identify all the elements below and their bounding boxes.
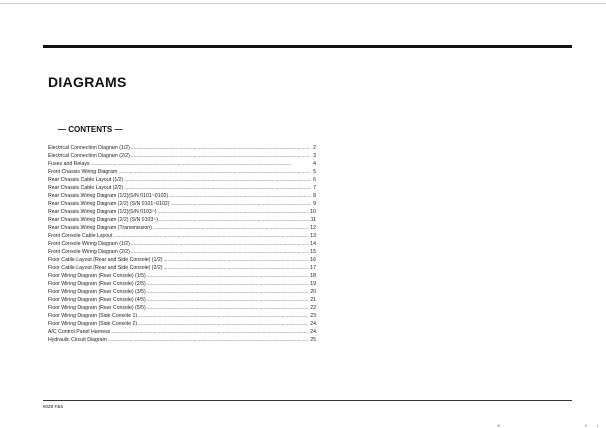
toc-leader-dots: [158, 208, 310, 216]
toc-entry[interactable]: [48, 144, 316, 152]
toc-entry-label: Front Chassis Wiring Diagram: [48, 169, 118, 175]
toc-entry-page: 16: [310, 257, 316, 263]
top-edge-line: [0, 3, 606, 4]
toc-entry-label: Rear Chassis Wiring Diagram (1/2)(S/N 0101~0102): [48, 193, 169, 199]
toc-entry-page: 24: [310, 329, 316, 335]
toc-entry[interactable]: [48, 152, 316, 160]
toc-entry-page: 23: [310, 313, 316, 319]
toc-entry-label: Fuses and Relays: [48, 161, 90, 167]
toc-entry[interactable]: [48, 336, 316, 344]
corner-mark: K: [585, 424, 588, 428]
toc-entry-label: Electrical Connection Diagram (2/2): [48, 153, 130, 159]
footer-label: 90Z9 F&S: [43, 404, 64, 409]
toc-entry-page: 13: [310, 233, 316, 239]
toc-entry-page: 11: [310, 217, 316, 223]
toc-leader-dots: [131, 240, 309, 248]
table-of-contents: [48, 144, 316, 344]
toc-entry[interactable]: [48, 264, 316, 272]
toc-entry-label: Front Console Wiring Diagram (2/2): [48, 249, 130, 255]
contents-heading: — CONTENTS —: [58, 125, 123, 134]
toc-entry-label: Rear Chassis Wiring Diagram (1/2)(S/N 0103~): [48, 209, 157, 215]
toc-leader-dots: [163, 256, 309, 264]
toc-leader-dots: [147, 304, 309, 312]
toc-entry[interactable]: [48, 208, 316, 216]
toc-entry-page: 2: [313, 145, 316, 151]
toc-entry-label: Floor Cable Layout (Rear and Side Console) (2/2): [48, 265, 163, 271]
toc-leader-dots: [131, 144, 310, 152]
toc-leader-dots: [147, 280, 309, 288]
toc-entry[interactable]: [48, 160, 316, 168]
toc-leader-dots: [147, 272, 309, 280]
toc-entry-label: Front Console Cable Layout: [48, 233, 113, 239]
toc-entry[interactable]: [48, 312, 316, 320]
toc-leader-dots: [138, 312, 309, 320]
toc-entry[interactable]: [48, 288, 316, 296]
toc-entry-label: Rear Chassis Wiring Diagram (2/2) (S/N 0103~): [48, 217, 158, 223]
toc-entry-label: A/C Control Panel Harness: [48, 329, 111, 335]
toc-entry-label: Floor Wiring Diagram (Rear Console) (4/5): [48, 297, 146, 303]
toc-entry[interactable]: [48, 272, 316, 280]
toc-entry-label: Floor Cable Layout (Rear and Side Console) (1/2): [48, 257, 163, 263]
toc-entry[interactable]: [48, 168, 316, 176]
toc-entry[interactable]: [48, 176, 316, 184]
toc-entry[interactable]: [48, 192, 316, 200]
toc-entry[interactable]: [48, 184, 316, 192]
toc-entry-label: Hydraulic Circuit Diagram: [48, 337, 107, 343]
toc-entry-label: Electrical Connection Diagram (1/2): [48, 145, 130, 151]
toc-entry[interactable]: [48, 328, 316, 336]
toc-entry-page: 19: [310, 281, 316, 287]
toc-entry-page: 25: [310, 337, 316, 343]
toc-leader-dots: [118, 168, 310, 176]
toc-entry-label: Front Console Wiring Diagram (1/2): [48, 241, 130, 247]
toc-entry-page: 8: [313, 193, 316, 199]
toc-entry-page: 7: [313, 185, 316, 191]
toc-entry[interactable]: [48, 296, 316, 304]
toc-entry-label: Floor Wiring Diagram (Side Console 2): [48, 321, 138, 327]
toc-leader-dots: [138, 320, 309, 328]
header-rule: [43, 45, 572, 48]
toc-entry[interactable]: [48, 240, 316, 248]
toc-entry[interactable]: [48, 216, 316, 224]
toc-leader-dots: [171, 200, 310, 208]
toc-leader-dots: [131, 248, 309, 256]
toc-entry-label: Floor Wiring Diagram (Rear Console) (1/5): [48, 273, 146, 279]
toc-entry[interactable]: [48, 280, 316, 288]
toc-entry-page: 17: [310, 265, 316, 271]
toc-entry-page: 5: [313, 169, 316, 175]
toc-leader-dots: [108, 336, 309, 344]
toc-entry-page: 21: [310, 297, 316, 303]
toc-entry-label: Floor Wiring Diagram (Side Console 1): [48, 313, 138, 319]
toc-leader-dots: [163, 264, 309, 272]
toc-entry-page: 3: [313, 153, 316, 159]
toc-entry-label: Rear Chassis Cable Layout (1/2): [48, 177, 124, 183]
toc-entry-page: 4: [313, 161, 316, 167]
footer-rule: [43, 400, 572, 401]
toc-entry-label: Floor Wiring Diagram (Rear Console) (3/5): [48, 289, 146, 295]
toc-entry-page: 24: [310, 321, 316, 327]
toc-entry-page: 6: [313, 177, 316, 183]
toc-entry-label: Rear Chassis Wiring Diagram (2/2) (S/N 0101~0102): [48, 201, 170, 207]
toc-leader-dots: [111, 328, 309, 336]
toc-entry-page: 9: [313, 201, 316, 207]
toc-entry[interactable]: [48, 200, 316, 208]
toc-entry-label: Floor Wiring Diagram (Rear Console) (2/5): [48, 281, 146, 287]
toc-entry-page: 22: [310, 305, 316, 311]
corner-mark: L: [597, 424, 599, 428]
page-title: DIAGRAMS: [48, 74, 127, 90]
toc-leader-dots: [114, 232, 310, 240]
toc-entry-page: 20: [310, 289, 316, 295]
toc-entry-page: 18: [310, 273, 316, 279]
toc-entry[interactable]: [48, 256, 316, 264]
toc-leader-dots: [124, 176, 310, 184]
toc-entry[interactable]: [48, 232, 316, 240]
toc-leader-dots: [159, 216, 310, 224]
toc-entry[interactable]: [48, 248, 316, 256]
toc-leader-dots: [147, 288, 309, 296]
toc-leader-dots: [91, 160, 310, 168]
toc-entry-label: Floor Wiring Diagram (Rear Console) (5/5): [48, 305, 146, 311]
toc-entry-page: 10: [310, 209, 316, 215]
toc-leader-dots: [153, 224, 309, 232]
toc-entry-page: 12: [310, 225, 316, 231]
toc-entry[interactable]: [48, 224, 316, 232]
toc-entry-label: Rear Chassis Wiring Diagram (Transmission): [48, 225, 152, 231]
toc-entry-page: 15: [310, 249, 316, 255]
corner-mark: W: [497, 424, 501, 428]
toc-entry[interactable]: [48, 304, 316, 312]
toc-entry[interactable]: [48, 320, 316, 328]
toc-entry-page: 14: [310, 241, 316, 247]
toc-leader-dots: [169, 192, 310, 200]
toc-leader-dots: [147, 296, 309, 304]
toc-leader-dots: [124, 184, 310, 192]
toc-leader-dots: [131, 152, 310, 160]
toc-entry-label: Rear Chassis Cable Layout (2/2): [48, 185, 124, 191]
